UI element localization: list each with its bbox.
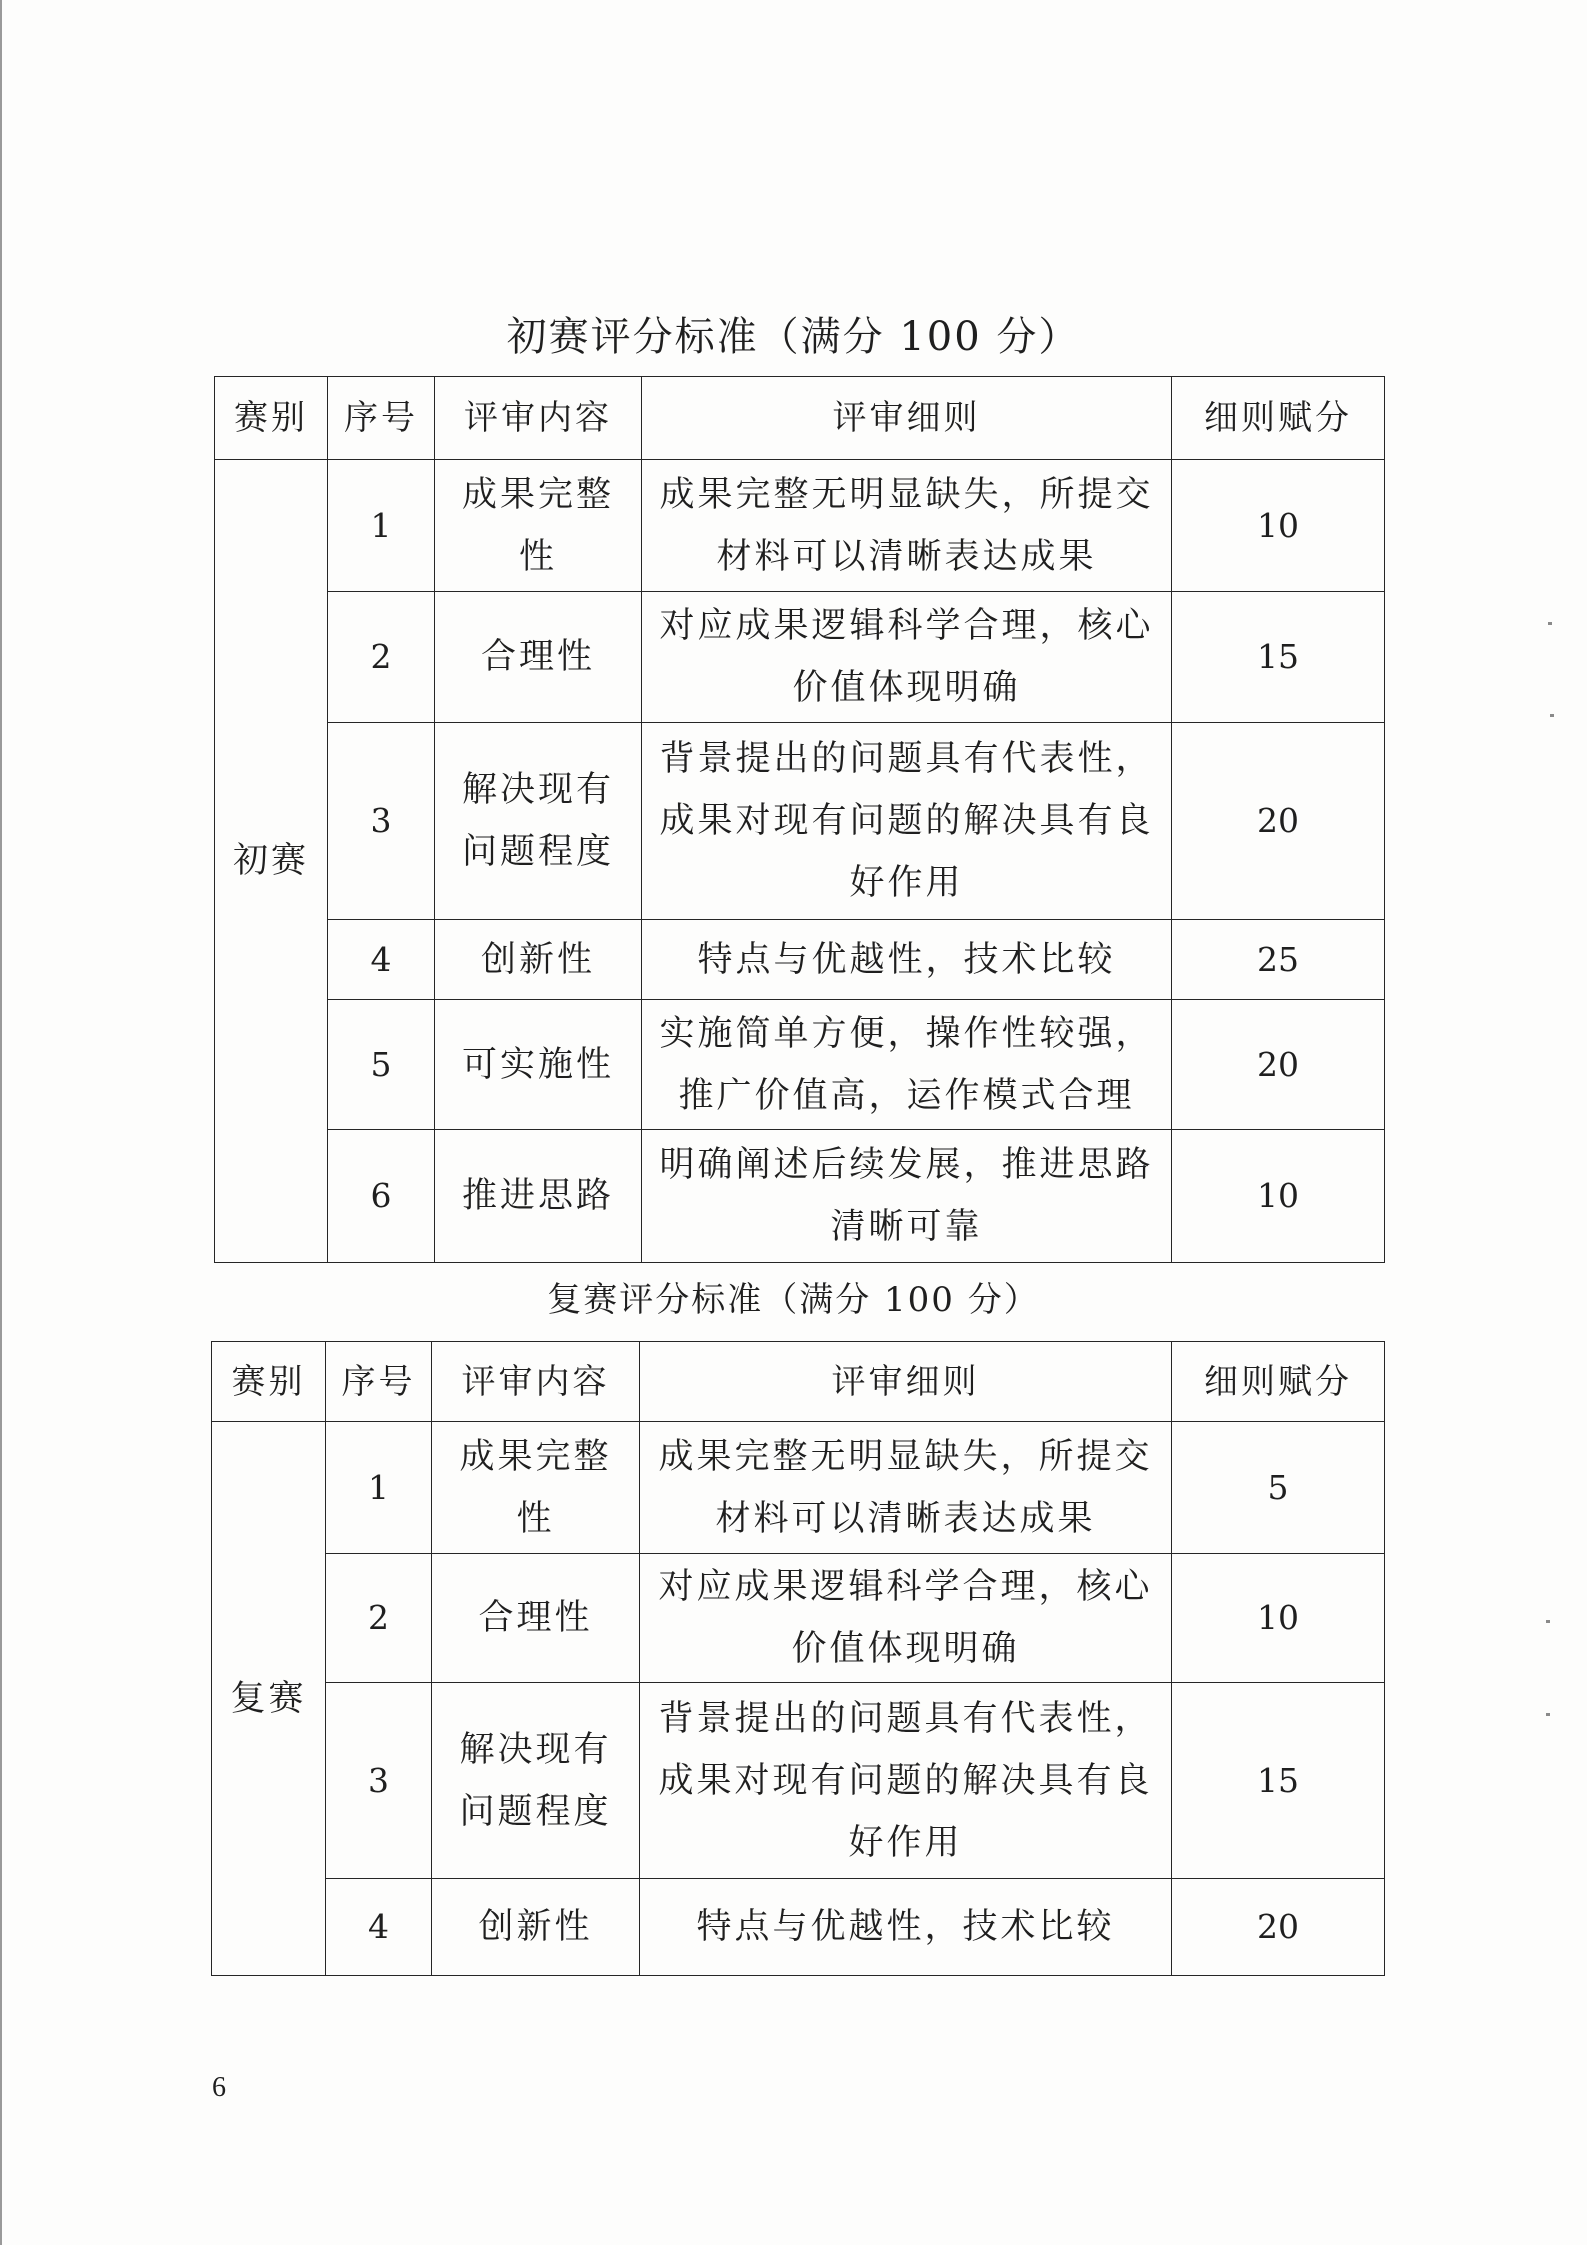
row-no: 5 <box>328 1000 435 1130</box>
row-score: 15 <box>1172 1683 1385 1879</box>
table-row <box>212 1422 1385 1554</box>
table-row <box>212 1554 1385 1683</box>
table-row <box>212 1683 1385 1879</box>
row-content: 合理性 <box>432 1554 640 1683</box>
header-rule: 评审细则 <box>642 377 1172 460</box>
row-score: 15 <box>1172 592 1385 723</box>
row-score: 10 <box>1172 460 1385 592</box>
table-row <box>215 1000 1385 1130</box>
header-stage: 赛别 <box>212 1342 326 1422</box>
row-content: 合理性 <box>435 592 642 723</box>
row-content: 成果完整性 <box>435 460 642 592</box>
header-stage: 赛别 <box>215 377 328 460</box>
row-rule: 特点与优越性，技术比较 <box>640 1879 1172 1976</box>
row-score: 10 <box>1172 1554 1385 1683</box>
row-score: 25 <box>1172 920 1385 1000</box>
row-rule: 成果完整无明显缺失，所提交材料可以清晰表达成果 <box>640 1422 1172 1554</box>
scan-mark <box>1548 622 1552 625</box>
header-score: 细则赋分 <box>1172 377 1385 460</box>
header-no: 序号 <box>328 377 435 460</box>
row-rule: 特点与优越性，技术比较 <box>642 920 1172 1000</box>
header-rule: 评审细则 <box>640 1342 1172 1422</box>
row-rule: 对应成果逻辑科学合理，核心价值体现明确 <box>640 1554 1172 1683</box>
row-rule: 对应成果逻辑科学合理，核心价值体现明确 <box>642 592 1172 723</box>
table-row <box>215 723 1385 920</box>
stage-cell: 初赛 <box>215 460 328 1263</box>
row-content: 解决现有问题程度 <box>435 723 642 920</box>
row-score: 20 <box>1172 723 1385 920</box>
row-rule: 明确阐述后续发展，推进思路清晰可靠 <box>642 1130 1172 1263</box>
table-row <box>215 1130 1385 1263</box>
header-score: 细则赋分 <box>1172 1342 1385 1422</box>
table1-title: 初赛评分标准（满分 100 分） <box>506 314 1081 360</box>
semifinal-scoring-table <box>211 1341 1385 1976</box>
table-row <box>215 920 1385 1000</box>
page-number: 6 <box>212 2072 226 2103</box>
row-content: 创新性 <box>435 920 642 1000</box>
table-row <box>215 460 1385 592</box>
row-no: 4 <box>328 920 435 1000</box>
row-rule: 实施简单方便，操作性较强，推广价值高，运作模式合理 <box>642 1000 1172 1130</box>
row-no: 3 <box>328 723 435 920</box>
scan-mark <box>1546 1620 1550 1623</box>
header-no: 序号 <box>326 1342 432 1422</box>
row-content: 创新性 <box>432 1879 640 1976</box>
row-no: 1 <box>326 1422 432 1554</box>
row-score: 10 <box>1172 1130 1385 1263</box>
scan-mark <box>1550 714 1554 717</box>
row-content: 可实施性 <box>435 1000 642 1130</box>
stage-cell: 复赛 <box>212 1422 326 1976</box>
row-no: 6 <box>328 1130 435 1263</box>
table-row <box>215 592 1385 723</box>
row-score: 5 <box>1172 1422 1385 1554</box>
table-row <box>212 1879 1385 1976</box>
row-no: 1 <box>328 460 435 592</box>
row-no: 3 <box>326 1683 432 1879</box>
row-content: 推进思路 <box>435 1130 642 1263</box>
row-no: 4 <box>326 1879 432 1976</box>
row-content: 成果完整性 <box>432 1422 640 1554</box>
header-content: 评审内容 <box>435 377 642 460</box>
row-no: 2 <box>326 1554 432 1683</box>
row-rule: 背景提出的问题具有代表性，成果对现有问题的解决具有良好作用 <box>640 1683 1172 1879</box>
table2-title: 复赛评分标准（满分 100 分） <box>547 1280 1040 1320</box>
row-rule: 背景提出的问题具有代表性，成果对现有问题的解决具有良好作用 <box>642 723 1172 920</box>
row-score: 20 <box>1172 1879 1385 1976</box>
row-score: 20 <box>1172 1000 1385 1130</box>
header-content: 评审内容 <box>432 1342 640 1422</box>
row-content: 解决现有问题程度 <box>432 1683 640 1879</box>
row-no: 2 <box>328 592 435 723</box>
scan-mark <box>1546 1713 1550 1716</box>
row-rule: 成果完整无明显缺失，所提交材料可以清晰表达成果 <box>642 460 1172 592</box>
table-header-row <box>215 377 1385 460</box>
table-header-row <box>212 1342 1385 1422</box>
preliminary-scoring-table <box>214 376 1385 1263</box>
